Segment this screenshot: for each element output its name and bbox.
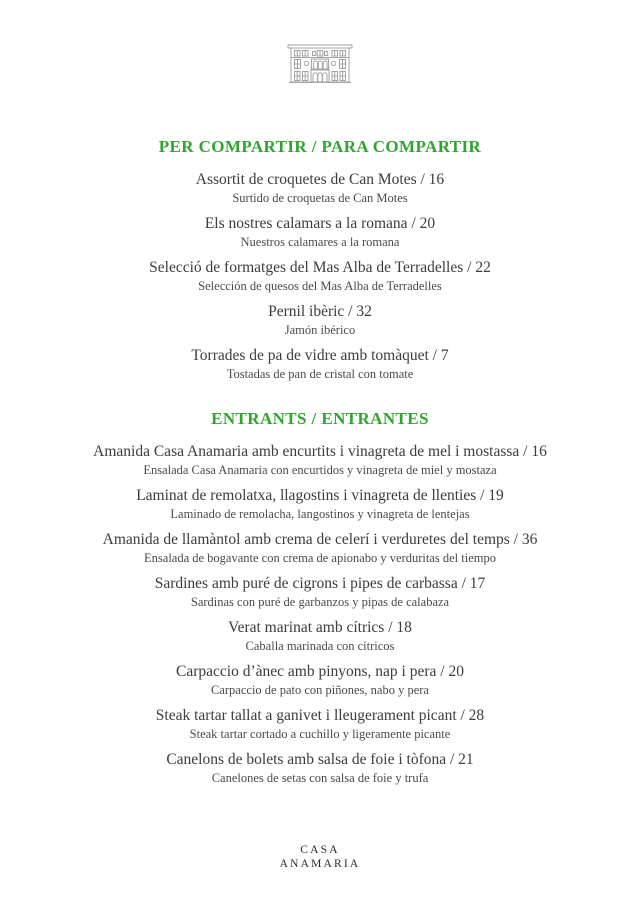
menu-item-name: Assortit de croquetes de Can Motes / 16: [195, 171, 445, 188]
menu-item-translation: Canelones de setas con salsa de foie y trufa: [211, 771, 429, 785]
menu-item: [166, 750, 473, 787]
menu-item-name: Amanida de llamàntol amb crema de celerí i verduretes del temps / 36: [102, 531, 538, 548]
footer-wordmark-line2: ANAMARIA: [279, 858, 361, 870]
menu-item-name: Els nostres calamars a la romana / 20: [204, 215, 436, 232]
menu-item-name: Verat marinat amb cítrics / 18: [228, 619, 412, 636]
menu-item: [176, 662, 464, 699]
menu-item-translation: Caballa marinada con cítricos: [245, 639, 395, 653]
menu-item: [136, 486, 504, 523]
menu-item-translation: Sardinas con puré de garbanzos y pipas de calabaza: [190, 595, 450, 609]
menu-item-translation: Laminado de remolacha, langostinos y vinagreta de lentejas: [170, 507, 470, 521]
menu-section: [93, 408, 547, 794]
menu-item: [155, 574, 486, 611]
menu-item-name: Steak tartar tallat a ganivet i lleugerament picant / 28: [155, 707, 485, 724]
section-title: PER COMPARTIR / PARA COMPARTIR: [158, 137, 482, 156]
menu-item-name: Pernil ibèric / 32: [268, 303, 372, 320]
menu-item-translation: Ensalada de bogavante con crema de apionabo y verduritas del tiempo: [144, 551, 496, 565]
menu-item-name: Carpaccio d’ànec amb pinyons, nap i pera / 20: [176, 663, 464, 680]
menu-item-name: Amanida Casa Anamaria amb encurtits i vinagreta de mel i mostassa / 16: [93, 443, 547, 460]
menu-item: [205, 214, 435, 251]
menu-item: [93, 442, 547, 479]
menu-section: [93, 136, 547, 390]
section-items: [93, 442, 547, 794]
menu-item-translation: Carpaccio de pato con piñones, nabo y pera: [211, 683, 429, 697]
menu-item-name: Laminat de remolatxa, llagostins i vinagreta de llenties / 19: [136, 487, 504, 504]
menu-sections: [93, 84, 547, 794]
menu-item-translation: Selección de quesos del Mas Alba de Terradelles: [198, 279, 442, 293]
menu-item-name: Sardines amb puré de cigrons i pipes de carbassa / 17: [154, 575, 486, 592]
menu-item-translation: Tostadas de pan de cristal con tomate: [226, 367, 414, 381]
menu-item-name: Canelons de bolets amb salsa de foie i tòfona / 21: [166, 751, 474, 768]
building-icon: [287, 40, 353, 84]
menu-item-name: Selecció de formatges del Mas Alba de Terradelles / 22: [149, 259, 491, 276]
menu-item-translation: Surtido de croquetas de Can Motes: [232, 191, 408, 205]
menu-item-translation: Ensalada Casa Anamaria con encurtidos y vinagreta de miel y mostaza: [143, 463, 497, 477]
menu-item: [191, 346, 448, 383]
section-title: ENTRANTS / ENTRANTES: [211, 409, 429, 428]
menu-item: [228, 618, 412, 655]
footer-wordmark-line1: CASA: [300, 844, 340, 856]
menu-item: [268, 302, 372, 339]
menu-item-translation: Nuestros calamares a la romana: [240, 235, 400, 249]
footer-wordmark: [280, 844, 361, 871]
menu-item: [156, 706, 484, 743]
menu-item-name: Torrades de pa de vidre amb tomàquet / 7: [191, 347, 449, 364]
menu-item: [103, 530, 538, 567]
menu-item-translation: Jamón ibérico: [284, 323, 356, 337]
menu-item-translation: Steak tartar cortado a cuchillo y ligeramente picante: [189, 727, 451, 741]
menu-item: [149, 258, 491, 295]
section-items: [149, 170, 491, 390]
menu-item: [196, 170, 444, 207]
